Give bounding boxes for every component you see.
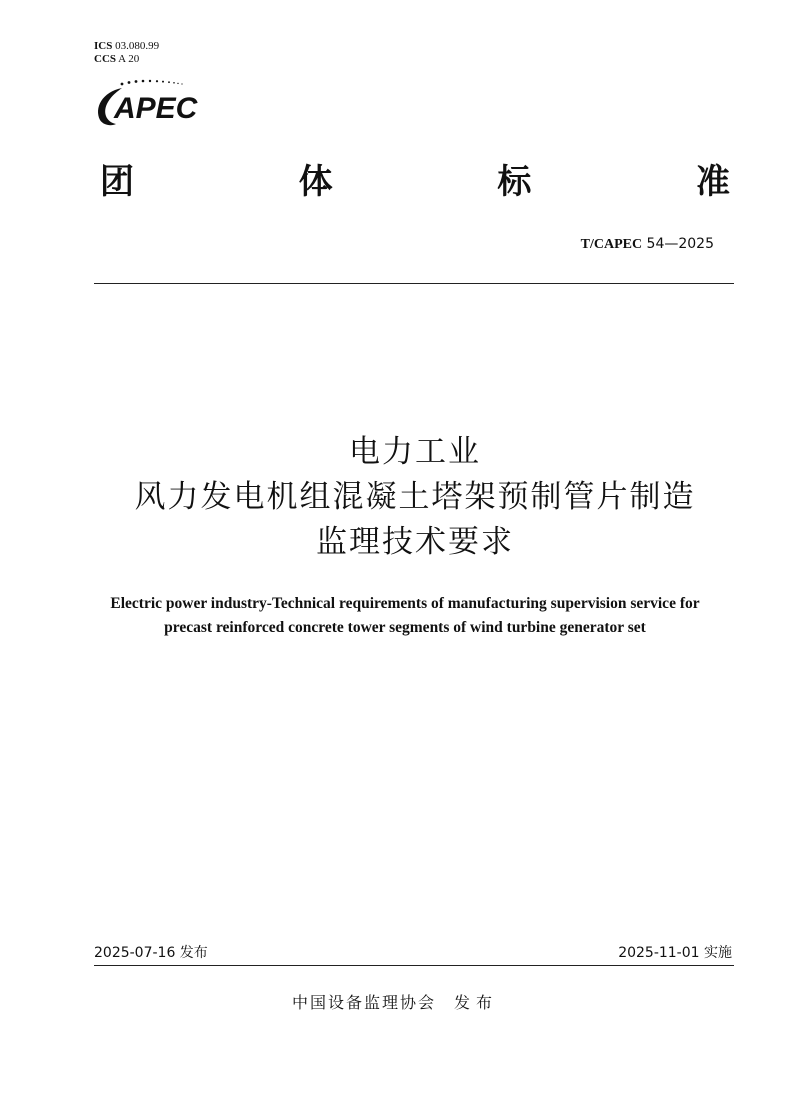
standard-type-char: 团 (100, 162, 134, 202)
standard-type-title (100, 158, 730, 206)
ics-code (94, 40, 159, 53)
standard-number (581, 236, 714, 253)
publisher-name: 中国设备监理协会 (291, 993, 436, 1012)
top-divider (94, 283, 734, 284)
chinese-title-line-3: 监理技术要求 (316, 524, 514, 560)
bottom-divider (94, 965, 734, 966)
publisher (0, 990, 790, 1013)
standard-type-char: 体 (298, 162, 333, 202)
capec-logo (92, 74, 222, 130)
standard-type-char: 标 (497, 162, 532, 202)
chinese-title-line-1: 电力工业 (349, 434, 481, 470)
english-title: Electric power industry-Technical requirements of manufacturing supervision service for precast reinforced concrete tower segments of wind turbine generator set (110, 595, 700, 636)
logo-dots (121, 80, 183, 86)
implement-date: 2025-11-01 实施 (618, 945, 732, 961)
standard-type-char: 准 (695, 162, 730, 202)
standard-number-value: 54—2025 (646, 236, 714, 252)
chinese-title-line-2: 风力发电机组混凝土塔架预制管片制造 (134, 479, 696, 515)
publish-date: 2025-07-16 发布 (94, 945, 208, 961)
classification-codes (94, 40, 159, 66)
ics-value: 03.080.99 (115, 40, 160, 52)
ccs-label: CCS (94, 53, 117, 65)
publisher-action: 发布 (454, 993, 499, 1012)
ccs-value: A 20 (118, 53, 140, 65)
standard-number-prefix: T/CAPEC (580, 237, 643, 252)
ccs-code (94, 53, 159, 66)
chinese-title (80, 430, 750, 565)
ics-label: ICS (94, 40, 113, 52)
logo-text: APEC (114, 92, 198, 125)
